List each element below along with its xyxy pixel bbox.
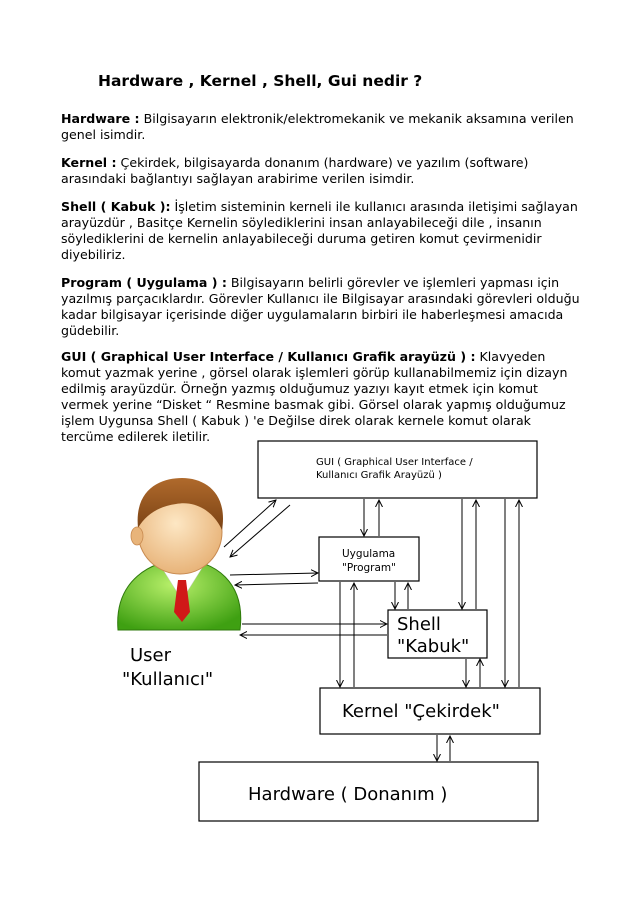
user-icon — [118, 478, 241, 630]
arrow-user-to-application — [230, 573, 318, 575]
application-label-line2: "Program" — [342, 562, 396, 574]
term-program: Program ( Uygulama ) : — [61, 275, 227, 290]
user-label-line2: "Kullanıcı" — [122, 669, 214, 690]
paragraph-kernel — [61, 155, 581, 187]
definition-shell: İşletim sisteminin kerneli ile kullanıcı arasında iletişimi sağlayan arayüzdür , Basitçe Kernelin söylediklerini insan anlayabileceği dile , insanın söylediklerini de kernelin anlayabileceği duruma getiren komut çevirmenidir diyebiliriz. — [61, 199, 578, 262]
shell-label-line1: Shell — [397, 614, 441, 635]
term-gui: GUI ( Graphical User Interface / Kullanıcı Grafik arayüzü ) : — [61, 349, 476, 364]
definition-gui: Klavyeden komut yazmak yerine , görsel olarak işlemleri görüp kullanabilmemiz için dizayn edilmiş arayüzdür. Örneğn yazmış olduğumuz yazıyı kayıt etmek için komut vermek yerine “Disket “ Resmine basmak gibi. Görsel olarak yapmış olduğumuz işlem Uygunsa Shell ( Kabuk ) 'e Değilse direk olarak kernele komut olarak tercüme edilerek iletilir. — [61, 349, 568, 444]
application-label-line1: Uygulama — [342, 548, 396, 560]
hardware-label: Hardware ( Donanım ) — [248, 784, 448, 805]
paragraph-hardware — [61, 111, 581, 143]
kernel-label: Kernel "Çekirdek" — [342, 701, 500, 722]
term-hardware: Hardware : — [61, 111, 140, 126]
user-label-line1: User — [130, 645, 172, 666]
gui-label-line1: GUI ( Graphical User Interface / — [316, 457, 473, 468]
shell-label-line2: "Kabuk" — [397, 636, 470, 657]
term-kernel: Kernel : — [61, 155, 117, 170]
arrow-gui-to-user — [230, 505, 290, 557]
architecture-diagram — [0, 430, 638, 870]
definition-hardware: Bilgisayarın elektronik/elektromekanik ve mekanik aksamına verilen genel isimdir. — [61, 111, 574, 142]
arrow-application-to-user — [235, 583, 318, 585]
page-title: Hardware , Kernel , Shell, Gui nedir ? — [98, 72, 423, 90]
definition-program: Bilgisayarın belirli görevler ve işlemleri yapması için yazılmış parçacıklardır. Görevler Kullanıcı ile Bilgisayar arasındaki görevleri olduğu kadar bilgisayar içerisinde diğer uygulamaların birbiri ile haberleşmesi amacıda güdebilir. — [61, 275, 580, 338]
gui-label-line2: Kullanıcı Grafik Arayüzü ) — [316, 470, 442, 481]
paragraph-program — [61, 275, 581, 339]
paragraph-shell — [61, 199, 581, 263]
term-shell: Shell ( Kabuk ): — [61, 199, 171, 214]
definition-kernel: Çekirdek, bilgisayarda donanım (hardware) ve yazılım (software) arasındaki bağlantıyı sağlayan arabirime verilen isimdir. — [61, 155, 529, 186]
